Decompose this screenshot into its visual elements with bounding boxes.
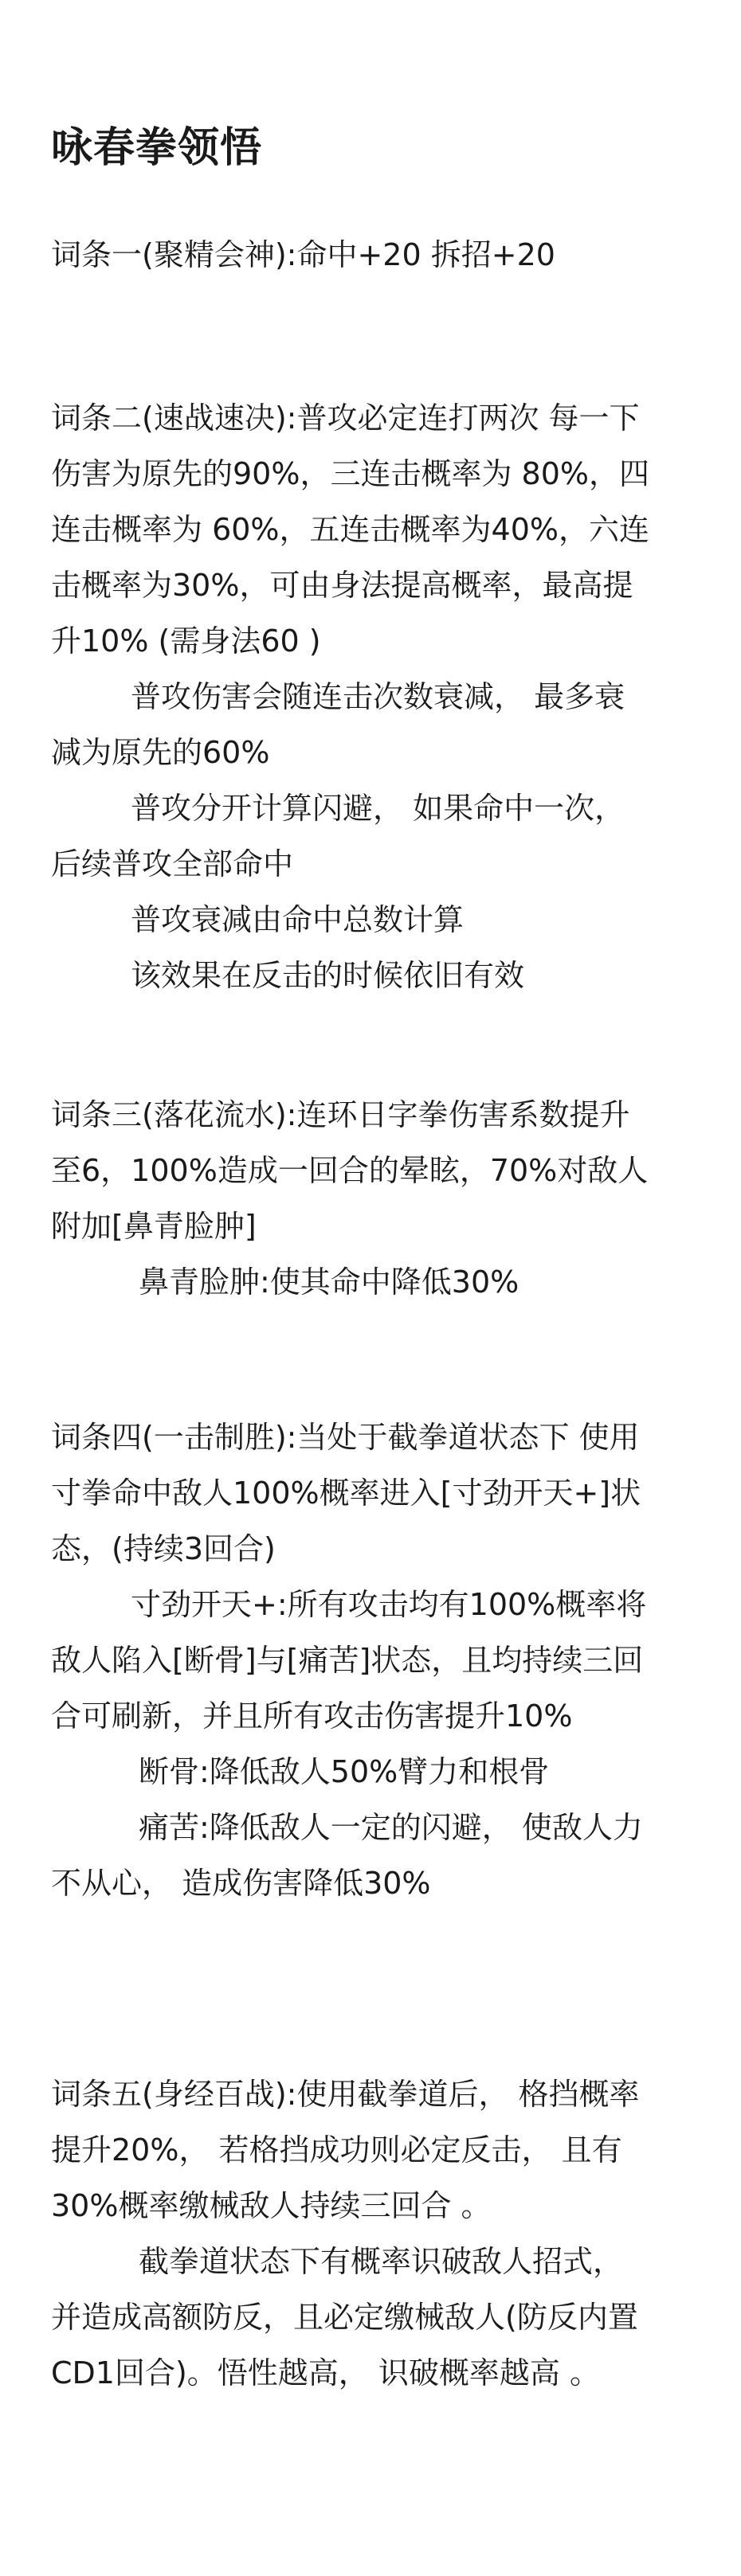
entry-2-line-3: 连击概率为 60%，五连击概率为40%，六连 xyxy=(51,512,650,547)
entry-5-line-1: 词条五(身经百战):使用截拳道后， 格挡概率 xyxy=(51,2077,640,2112)
entry-4-line-7: 断骨:降低敌人50%臂力和根骨 xyxy=(139,1754,550,1789)
entry-2-line-5: 升10% (需身法60 ) xyxy=(51,623,321,659)
entry-5-line-3: 30%概率缴械敌人持续三回合 。 xyxy=(51,2188,492,2223)
entry-4-line-9: 不从心， 造成伤害降低30% xyxy=(51,1866,431,1901)
entry-2-line-4: 击概率为30%，可由身法提高概率，最高提 xyxy=(51,568,633,603)
entry-1-line-1: 词条一(聚精会神):命中+20 拆招+20 xyxy=(51,237,555,272)
entry-4 xyxy=(51,1409,693,1911)
entry-4-line-4: 寸劲开天+:所有攻击均有100%概率将 xyxy=(131,1587,647,1622)
entry-1 xyxy=(51,227,693,283)
entry-2-line-11: 该效果在反击的时候依旧有效 xyxy=(131,958,525,993)
entry-2-line-2: 伤害为原先的90%，三连击概率为 80%，四 xyxy=(51,456,650,491)
entry-4-line-3: 态，(持续3回合) xyxy=(51,1531,276,1566)
entry-2-line-10: 普攻衰减由命中总数计算 xyxy=(131,902,465,937)
entry-5 xyxy=(51,2066,693,2401)
entry-3-line-3: 附加[鼻青脸肿] xyxy=(51,1209,257,1244)
entry-5-line-6: CD1回合)。悟性越高， 识破概率越高 。 xyxy=(51,2355,600,2390)
entry-2-line-1: 词条二(速战速决):普攻必定连打两次 每一下 xyxy=(51,401,640,436)
entry-5-line-5: 并造成高额防反，且必定缴械敌人(防反内置 xyxy=(51,2300,638,2335)
page-title: 咏春拳领悟 xyxy=(51,124,263,172)
entry-3 xyxy=(51,1087,693,1310)
entry-4-line-6: 合可刷新，并且所有攻击伤害提升10% xyxy=(51,1698,573,1734)
entry-3-line-2: 至6，100%造成一回合的晕眩，70%对敌人 xyxy=(51,1153,649,1188)
entry-2-line-9: 后续普攻全部命中 xyxy=(51,846,294,881)
entry-2 xyxy=(51,390,693,1003)
entry-2-line-8: 普攻分开计算闪避， 如果命中一次， xyxy=(131,791,625,826)
entry-4-line-8: 痛苦:降低敌人一定的闪避， 使敌人力 xyxy=(139,1810,643,1845)
entry-4-line-5: 敌人陷入[断骨]与[痛苦]状态，且均持续三回 xyxy=(51,1643,644,1678)
entry-3-line-1: 词条三(落花流水):连环日字拳伤害系数提升 xyxy=(51,1097,630,1132)
entry-2-line-6: 普攻伤害会随连击次数衰减， 最多衰 xyxy=(131,679,625,714)
entry-3-line-4: 鼻青脸肿:使其命中降低30% xyxy=(139,1265,519,1300)
entry-4-line-2: 寸拳命中敌人100%概率进入[寸劲开天+]状 xyxy=(51,1476,641,1511)
entry-5-line-4: 截拳道状态下有概率识破敌人招式， xyxy=(139,2244,624,2279)
entry-2-line-7: 减为原先的60% xyxy=(51,735,270,770)
entry-4-line-1: 词条四(一击制胜):当处于截拳道状态下 使用 xyxy=(51,1420,640,1455)
entry-5-line-2: 提升20%， 若格挡成功则必定反击， 且有 xyxy=(51,2132,622,2168)
